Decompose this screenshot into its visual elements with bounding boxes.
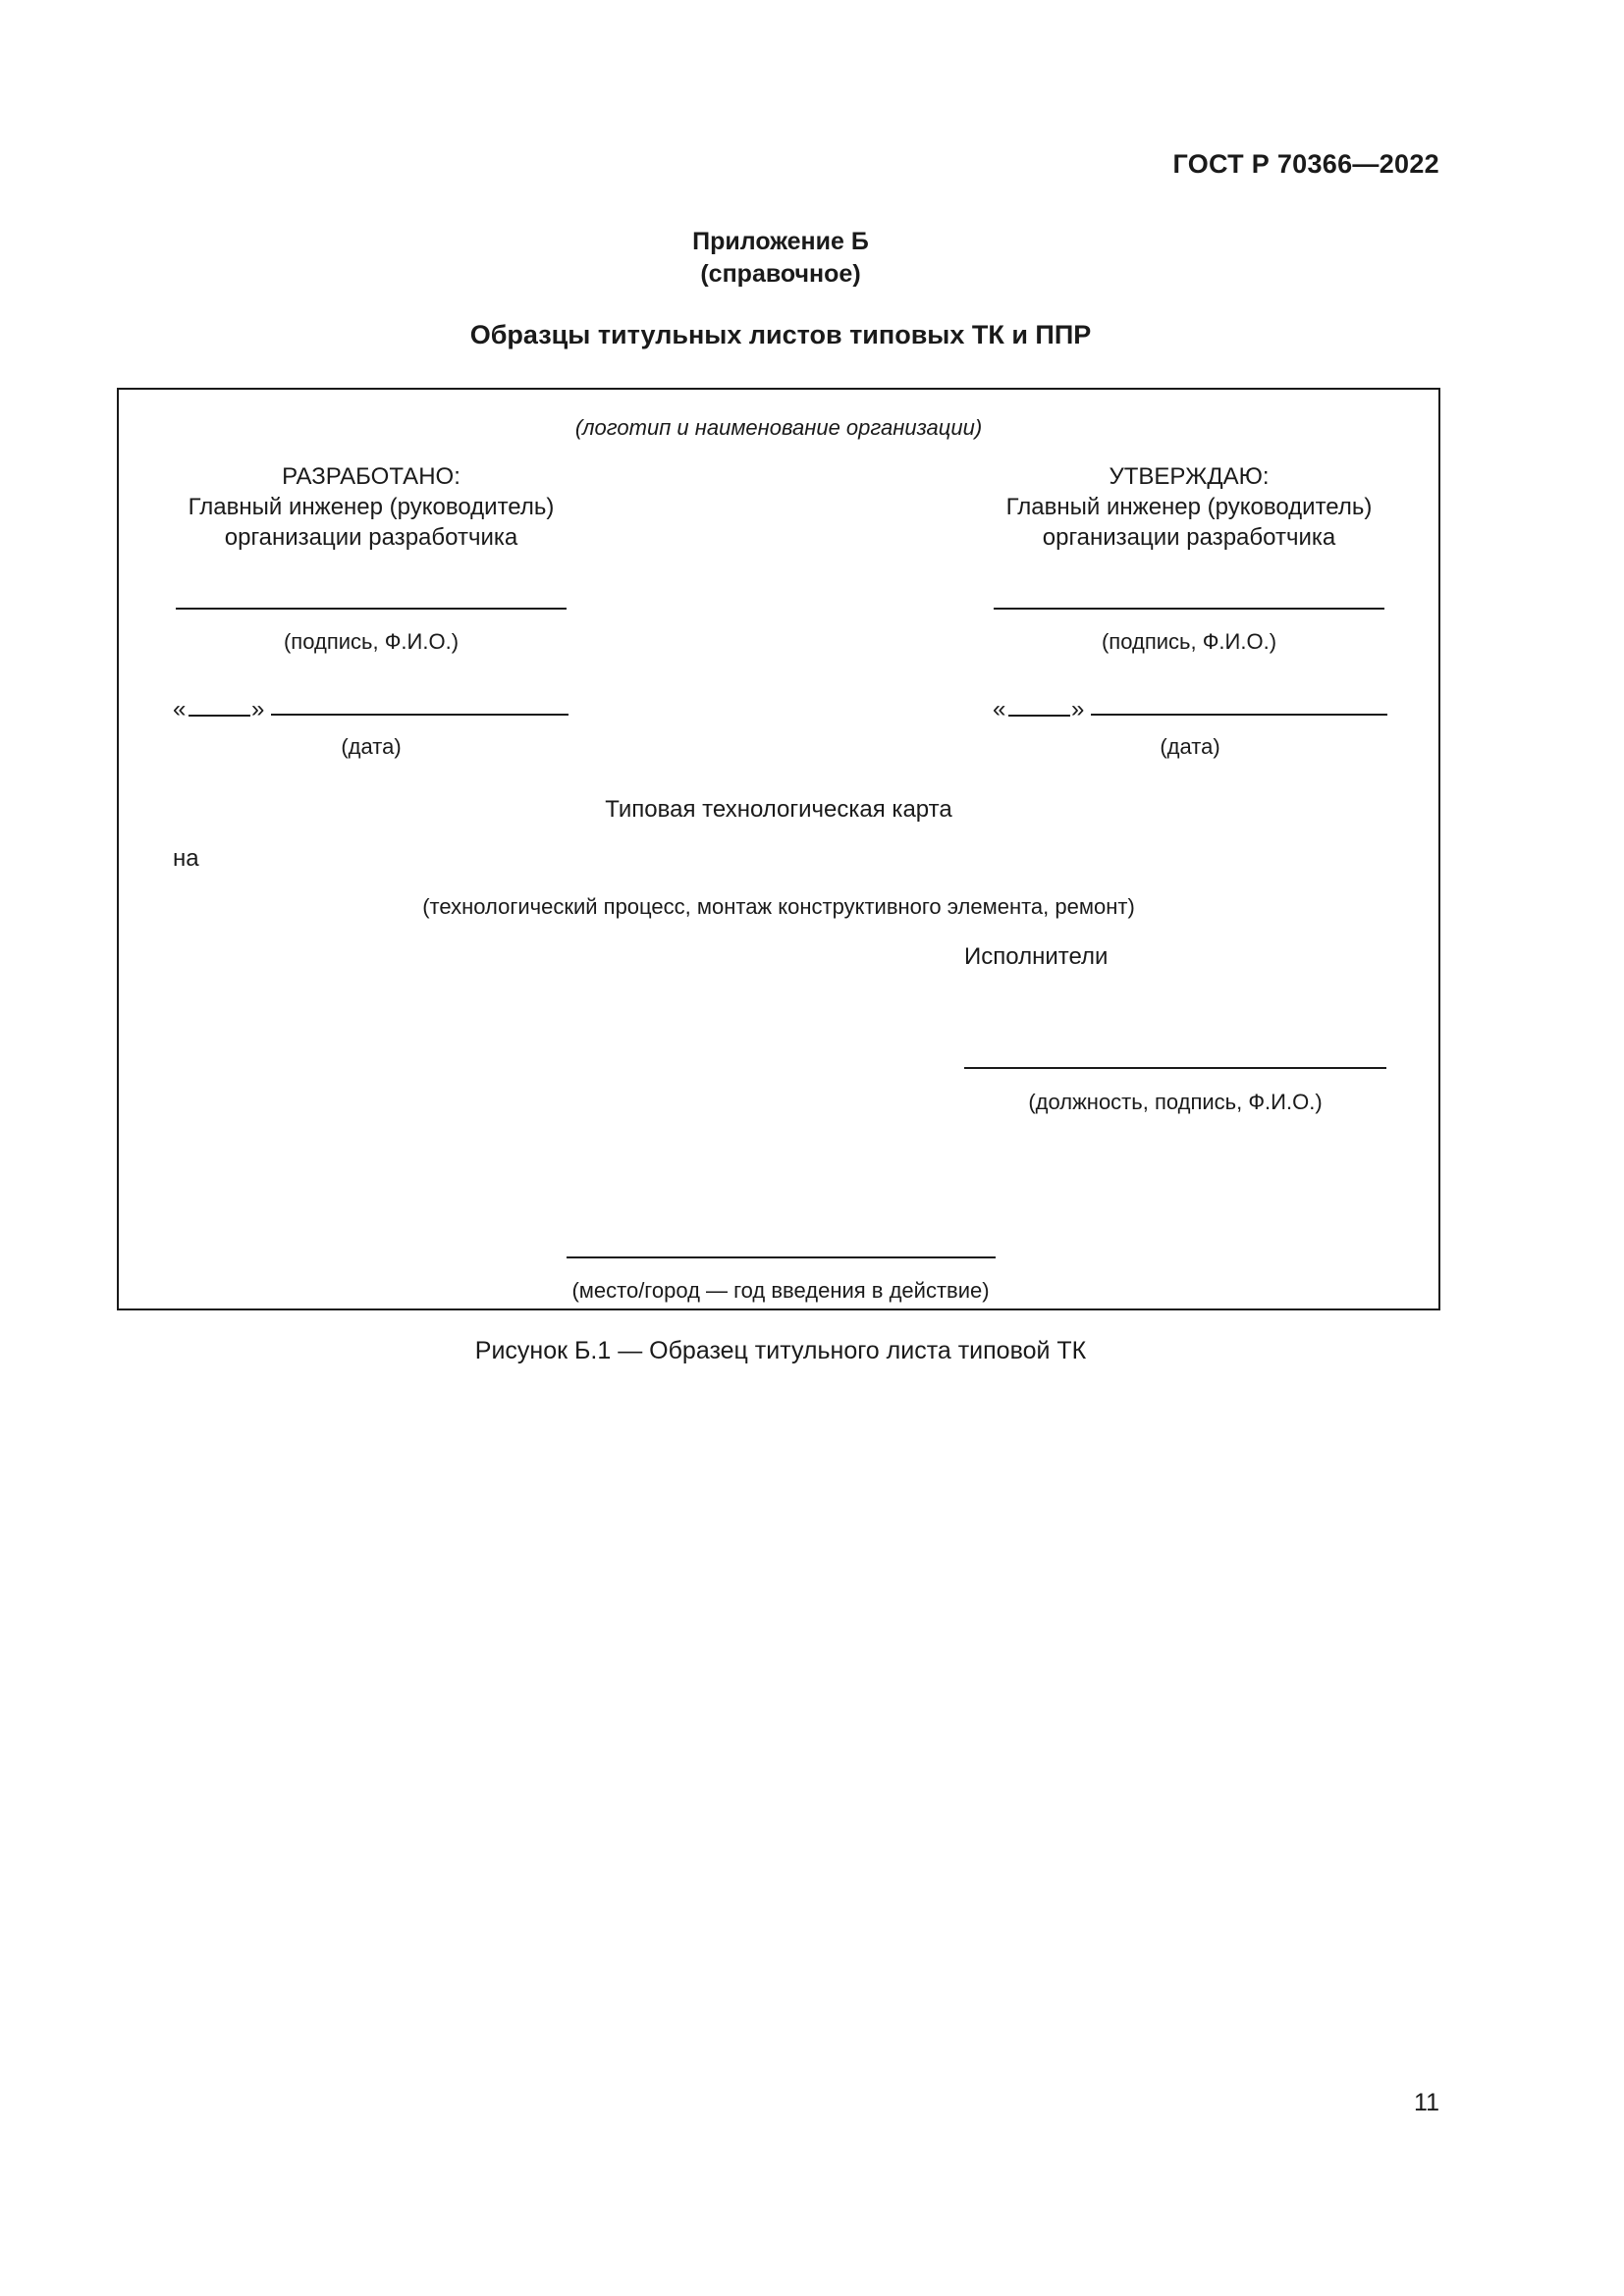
annex-subtitle: (справочное) (700, 260, 861, 288)
developed-signature-caption: (подпись, Ф.И.О.) (283, 629, 460, 654)
approved-signature-line (994, 608, 1384, 610)
approved-quote-close: » (1071, 696, 1085, 722)
document-id: ГОСТ Р 70366—2022 (1172, 149, 1439, 179)
page-number: 11 (1414, 2089, 1439, 2116)
executors-caption: (должность, подпись, Ф.И.О.) (1028, 1090, 1323, 1114)
approved-role-line1: Главный инженер (руководитель) (1005, 494, 1373, 520)
approved-role-line2: организации разработчика (1042, 524, 1336, 551)
place-year-caption: (место/город — год введения в действие) (571, 1278, 990, 1303)
annex-heading: Образцы титульных листов типовых ТК и ППР (469, 320, 1092, 349)
developed-signature-line (176, 608, 567, 610)
approved-title: УТВЕРЖДАЮ: (1109, 463, 1270, 490)
developed-block (175, 461, 568, 553)
developed-quote-close: » (251, 696, 265, 722)
developed-quote-open: « (173, 696, 187, 722)
developed-date-caption: (дата) (341, 734, 402, 759)
developed-role-line2: организации разработчика (224, 524, 518, 551)
developed-title: РАЗРАБОТАНО: (282, 463, 460, 490)
approved-quote-open: « (993, 696, 1006, 722)
document-type: Типовая технологическая карта (605, 796, 952, 823)
logo-caption: (логотип и наименование организации) (574, 415, 983, 440)
developed-date-line (271, 714, 568, 716)
approved-date-caption: (дата) (1160, 734, 1220, 759)
approved-date-line (1091, 714, 1387, 716)
developed-day-line (189, 715, 250, 717)
annex-title-block (0, 226, 1561, 291)
figure-caption: Рисунок Б.1 — Образец титульного листа типовой ТК (474, 1337, 1087, 1364)
approved-block (993, 461, 1385, 553)
approved-day-line (1008, 715, 1070, 717)
on-label: на (173, 845, 199, 872)
process-caption: (технологический процесс, монтаж конструктивного элемента, ремонт) (422, 894, 1135, 919)
place-year-line (567, 1256, 996, 1258)
developed-role-line1: Главный инженер (руководитель) (188, 494, 555, 520)
executors-signature-line (964, 1067, 1386, 1069)
approved-signature-caption: (подпись, Ф.И.О.) (1101, 629, 1277, 654)
executors-label: Исполнители (964, 943, 1109, 970)
annex-title: Приложение Б (692, 228, 869, 255)
